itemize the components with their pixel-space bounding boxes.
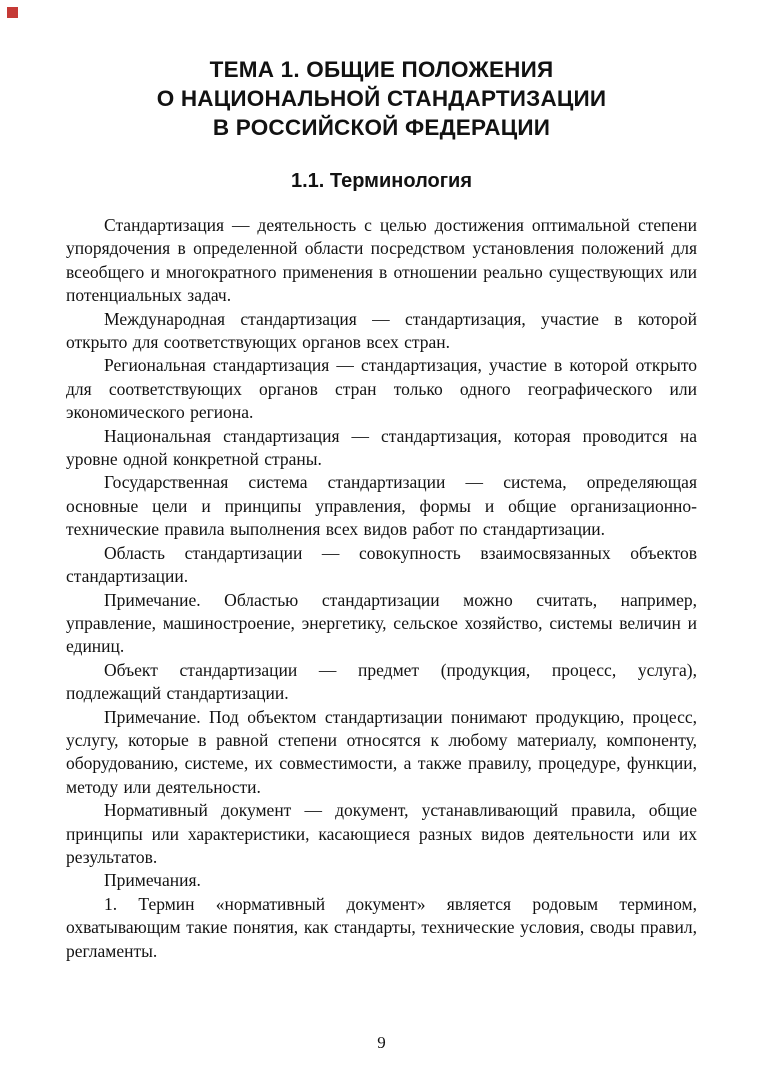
paragraph-definition-object: Объект стандартизации — предмет (продукция, процесс, услуга), подлежащий стандартизации. xyxy=(66,659,697,704)
paragraph-note-area: Примечание. Областью стандартизации можно считать, например, управление, машиностроение, энергетику, сельское хозяйство, системы величин и единиц. xyxy=(66,589,697,657)
paragraph-definition-area: Область стандартизации — совокупность взаимосвязанных объектов стандартизации. xyxy=(66,542,697,587)
chapter-title xyxy=(66,55,697,142)
red-corner-marker xyxy=(7,7,18,18)
chapter-title-line-3: В РОССИЙСКОЙ ФЕДЕРАЦИИ xyxy=(212,115,551,140)
paragraph-definition-international: Международная стандартизация — стандартизация, участие в которой открыто для соответствующих органов всех стран. xyxy=(66,308,697,353)
chapter-title-line-2: О НАЦИОНАЛЬНОЙ СТАНДАРТИЗАЦИИ xyxy=(156,86,607,111)
paragraph-definition-state-system: Государственная система стандартизации — система, определяющая основные цели и принципы управления, формы и общие организационно-технические правила выполнения всех видов работ по стандартизации. xyxy=(66,472,697,540)
section-title: 1.1. Терминология xyxy=(290,170,473,192)
paragraph-definition-regional: Региональная стандартизация — стандартизация, участие в которой открыто для соответствующих органов стран только одного географического или экономического региона. xyxy=(66,355,697,423)
paragraph-definition-normative-document: Нормативный документ — документ, устанавливающий правила, общие принципы или характеристики, касающиеся разных видов деятельности или их результатов. xyxy=(66,800,697,867)
paragraph-notes-heading: Примечания. xyxy=(104,870,201,891)
paragraph-note-term: 1. Термин «нормативный документ» является родовым термином, охватывающим такие понятия, как стандарты, технические условия, своды правил, регламенты. xyxy=(66,893,697,961)
body-text xyxy=(66,214,697,963)
chapter-title-line-1: ТЕМА 1. ОБЩИЕ ПОЛОЖЕНИЯ xyxy=(209,57,554,82)
page-number: 9 xyxy=(377,1033,386,1052)
paragraph-definition-national: Национальная стандартизация — стандартизация, которая проводится на уровне одной конкретной страны. xyxy=(66,425,697,470)
paragraph-note-object: Примечание. Под объектом стандартизации понимают продукцию, процесс, услугу, которые в равной степени относятся к любому материалу, компоненту, оборудованию, системе, их совместимости, а также правилу, процедуре, функции, методу или деятельности. xyxy=(66,706,697,797)
paragraph-definition-standardization: Стандартизация — деятельность с целью достижения оптимальной степени упорядочения в определенной области посредством установления положений для всеобщего и многократного применения в отношении реально существующих или потенциальных задач. xyxy=(66,215,697,306)
